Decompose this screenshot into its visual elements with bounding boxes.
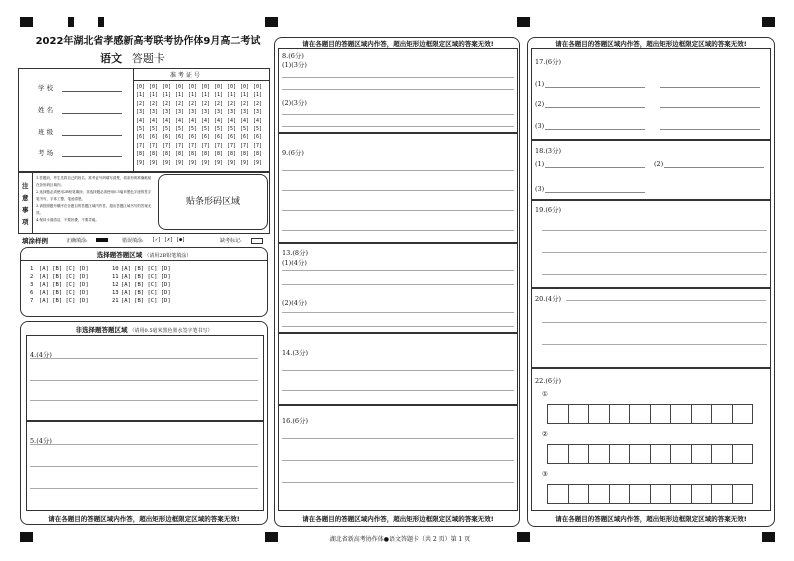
id-digit-bubble[interactable]: [8] — [162, 151, 172, 158]
id-digit-bubble[interactable]: [1] — [175, 92, 185, 99]
id-digit-bubble[interactable]: [4] — [188, 117, 198, 124]
id-digit-bubble[interactable]: [8] — [214, 151, 224, 158]
choice-option-bubbles[interactable]: [A] [B] [C] [D] — [39, 274, 89, 280]
id-digit-bubble[interactable]: [1] — [253, 92, 263, 99]
subquestion-label: ① — [542, 390, 548, 398]
id-digit-bubble[interactable]: [5] — [240, 126, 250, 132]
character-cell[interactable] — [691, 404, 713, 424]
character-cell[interactable] — [732, 444, 754, 464]
id-digit-bubble[interactable]: [6] — [188, 134, 198, 141]
character-cell[interactable] — [732, 484, 754, 504]
id-digit-bubble[interactable]: [4] — [175, 117, 185, 124]
wrong-fill-sample: [✓] [✗] [●] — [152, 237, 186, 243]
id-digit-bubble[interactable]: [6] — [240, 134, 250, 141]
card-name: 答题卡 — [131, 52, 165, 65]
question-label: 20.(4分) — [535, 295, 562, 303]
id-digit-bubble[interactable]: [7] — [136, 142, 146, 149]
id-digit-bubble[interactable]: [0] — [188, 84, 198, 90]
choice-section-header: 选择题答题区域 （请用2B铅笔填涂） — [96, 251, 192, 259]
character-cell[interactable] — [670, 484, 692, 504]
id-digit-bubble[interactable]: [2] — [253, 100, 263, 107]
absent-mark-label: 缺考标记: — [220, 238, 242, 244]
character-cell[interactable] — [650, 484, 672, 504]
boundary-notice: 请在各题目的答题区域内作答，超出矩形边框限定区域的答案无效! — [302, 515, 494, 523]
id-digit-bubble[interactable]: [7] — [214, 142, 224, 149]
question-label: 4.(4分) — [30, 351, 52, 359]
choice-option-bubbles[interactable]: [A] [B] [C] [D] — [39, 282, 89, 288]
choice-option-bubbles[interactable]: [A] [B] [C] [D] — [39, 298, 89, 304]
id-digit-bubble[interactable]: [9] — [188, 159, 198, 166]
id-digit-bubble[interactable]: [9] — [201, 159, 211, 166]
id-digit-bubble[interactable]: [5] — [175, 126, 185, 132]
note-item: 2.选择题必须使用2B铅笔填涂；非选择题必须使用0.5毫米黑色字迹的签字笔书写，字体工整、笔迹清楚。 — [36, 190, 152, 201]
id-digit-bubble[interactable]: [1] — [227, 92, 237, 99]
boundary-notice: 请在各题目的答题区域内作答，超出矩形边框限定区域的答案无效! — [555, 515, 747, 523]
id-digit-bubble[interactable]: [2] — [188, 100, 198, 107]
choice-question-number: 6 — [30, 290, 34, 296]
class-field[interactable] — [62, 135, 122, 136]
id-digit-bubble[interactable]: [3] — [214, 109, 224, 116]
id-digit-bubble[interactable]: [8] — [136, 151, 146, 158]
registration-mark — [20, 17, 33, 27]
character-cell[interactable] — [711, 404, 733, 424]
id-digit-bubble[interactable]: [8] — [149, 151, 159, 158]
id-digit-bubble[interactable]: [0] — [149, 84, 159, 90]
question-label: 5.(4分) — [30, 437, 52, 445]
choice-option-bubbles[interactable]: [A] [B] [C] [D] — [121, 298, 171, 304]
id-digit-bubble[interactable]: [6] — [136, 134, 146, 141]
registration-mark — [98, 17, 104, 27]
question-label: 19.(6分) — [535, 206, 562, 214]
id-digit-bubble[interactable]: [3] — [136, 109, 146, 116]
character-cell[interactable] — [629, 444, 651, 464]
character-cell[interactable] — [609, 484, 631, 504]
nonchoice-section-header: 非选择题答题区域 （请用0.5毫米黑色墨水签字笔书写） — [75, 326, 213, 334]
id-digit-bubble[interactable]: [2] — [136, 100, 146, 107]
id-digit-bubble[interactable]: [5] — [214, 126, 224, 132]
subquestion-label: (3) — [535, 185, 545, 193]
id-digit-bubble[interactable]: [2] — [201, 100, 211, 107]
id-digit-bubble[interactable]: [2] — [227, 100, 237, 107]
answer-box-q17[interactable] — [531, 48, 771, 140]
id-digit-bubble[interactable]: [3] — [253, 109, 263, 116]
id-digit-bubble[interactable]: [1] — [214, 92, 224, 99]
room-label: 考 场 — [38, 149, 54, 157]
subquestion-label: ② — [542, 430, 548, 438]
id-digit-bubble[interactable]: [4] — [240, 117, 250, 124]
id-digit-bubble[interactable]: [0] — [227, 84, 237, 90]
character-cell[interactable] — [588, 444, 610, 464]
exam-title: 2022年湖北省孝感新高考联考协作体9月高二考试 — [35, 36, 261, 47]
id-digit-bubble[interactable]: [2] — [149, 100, 159, 107]
character-cell[interactable] — [691, 444, 713, 464]
id-digit-bubble[interactable]: [3] — [162, 109, 172, 116]
choice-question-number: 21 — [112, 298, 119, 304]
id-digit-bubble[interactable]: [9] — [175, 159, 185, 166]
choice-grid[interactable] — [30, 266, 260, 310]
question-label: 16.(6分) — [282, 417, 309, 425]
id-digit-bubble[interactable]: [5] — [253, 126, 263, 132]
answer-box-q16[interactable] — [278, 405, 518, 511]
id-digit-bubble[interactable]: [1] — [188, 92, 198, 99]
id-digit-bubble[interactable]: [0] — [136, 84, 146, 90]
id-digit-bubble[interactable]: [4] — [149, 117, 159, 124]
character-cell[interactable] — [711, 484, 733, 504]
absent-mark-box[interactable] — [251, 238, 263, 244]
question-label: 22.(6分) — [535, 377, 562, 385]
id-digit-bubble[interactable]: [8] — [227, 151, 237, 158]
id-digit-bubble[interactable]: [9] — [240, 159, 250, 166]
character-cell[interactable] — [568, 484, 590, 504]
id-digit-bubble[interactable]: [5] — [227, 126, 237, 132]
id-digit-bubble[interactable]: [9] — [149, 159, 159, 166]
id-digit-bubble[interactable]: [6] — [253, 134, 263, 141]
character-cell[interactable] — [568, 444, 590, 464]
question-label: 18.(3分) — [535, 147, 562, 155]
boundary-notice: 请在各题目的答题区域内作答，超出矩形边框限定区域的答案无效! — [555, 40, 747, 48]
id-digit-bubble[interactable]: [5] — [201, 126, 211, 132]
id-digit-bubble[interactable]: [0] — [175, 84, 185, 90]
registration-mark — [762, 532, 775, 542]
name-label: 姓 名 — [38, 106, 54, 114]
id-digit-bubble[interactable]: [3] — [175, 109, 185, 116]
id-digit-bubble[interactable]: [5] — [188, 126, 198, 132]
id-digit-bubble[interactable]: [2] — [214, 100, 224, 107]
subquestion-label: ③ — [542, 470, 548, 478]
id-digit-bubble[interactable]: [0] — [253, 84, 263, 90]
registration-mark — [20, 532, 33, 542]
id-digit-bubble[interactable]: [8] — [201, 151, 211, 158]
fill-sample-label: 填涂样例 — [22, 237, 48, 245]
notes-text — [36, 175, 154, 224]
question-label: 9.(6分) — [282, 149, 304, 157]
id-digit-bubble[interactable]: [7] — [149, 142, 159, 149]
id-digit-bubble[interactable]: [6] — [214, 134, 224, 141]
choice-question-number: 3 — [30, 282, 34, 288]
choice-option-bubbles[interactable]: [A] [B] [C] [D] — [121, 290, 171, 296]
id-digit-bubble[interactable]: [1] — [162, 92, 172, 99]
choice-question-number: 10 — [112, 266, 119, 272]
subquestion-label: (2) — [654, 160, 664, 168]
subquestion-label: (3) — [535, 122, 545, 130]
subquestion-label: (1)(3分) — [282, 61, 307, 69]
character-cell[interactable] — [588, 484, 610, 504]
choice-question-number: 11 — [112, 274, 119, 280]
exam-id-grid[interactable] — [136, 84, 268, 170]
id-digit-bubble[interactable]: [3] — [201, 109, 211, 116]
choice-question-number: 7 — [30, 298, 34, 304]
id-digit-bubble[interactable]: [9] — [214, 159, 224, 166]
question-label: 14.(3分) — [282, 349, 309, 357]
id-digit-bubble[interactable]: [6] — [227, 134, 237, 141]
character-cell[interactable] — [650, 404, 672, 424]
id-digit-bubble[interactable]: [9] — [162, 159, 172, 166]
id-digit-bubble[interactable]: [4] — [253, 117, 263, 124]
subject-title — [100, 50, 165, 66]
barcode-label: 贴条形码区域 — [185, 197, 240, 207]
character-cell[interactable] — [588, 404, 610, 424]
page-footer: 湖北省新高考协作体●语文答题卡（共 2 页）第 1 页 — [329, 536, 471, 543]
answer-box-q14[interactable] — [278, 333, 518, 405]
character-cell[interactable] — [568, 404, 590, 424]
id-digit-bubble[interactable]: [0] — [214, 84, 224, 90]
question-label: 17.(6分) — [535, 58, 562, 66]
wrong-fill-label: 错误填涂: — [122, 238, 144, 244]
school-label: 学 校 — [38, 84, 54, 92]
character-grid-3[interactable] — [547, 484, 752, 504]
id-digit-bubble[interactable]: [7] — [227, 142, 237, 149]
id-digit-bubble[interactable]: [8] — [253, 151, 263, 158]
answer-box-q4[interactable] — [26, 335, 264, 421]
choice-question-number: 1 — [30, 266, 34, 272]
id-digit-bubble[interactable]: [2] — [162, 100, 172, 107]
character-cell[interactable] — [650, 444, 672, 464]
id-digit-bubble[interactable]: [1] — [240, 92, 250, 99]
id-digit-bubble[interactable]: [8] — [175, 151, 185, 158]
choice-option-bubbles[interactable]: [A] [B] [C] [D] — [121, 266, 171, 272]
choice-question-number: 2 — [30, 274, 34, 280]
answer-box-q8[interactable] — [278, 48, 518, 133]
id-digit-bubble[interactable]: [1] — [149, 92, 159, 99]
subquestion-label: (1)(4分) — [282, 259, 307, 267]
boundary-notice: 请在各题目的答题区域内作答，超出矩形边框限定区域的答案无效! — [302, 40, 494, 48]
character-cell[interactable] — [691, 484, 713, 504]
id-digit-bubble[interactable]: [0] — [201, 84, 211, 90]
character-cell[interactable] — [547, 404, 569, 424]
character-grid-1[interactable] — [547, 404, 752, 424]
character-cell[interactable] — [629, 484, 651, 504]
registration-mark — [265, 17, 278, 27]
character-cell[interactable] — [711, 444, 733, 464]
id-digit-bubble[interactable]: [6] — [149, 134, 159, 141]
registration-mark — [762, 17, 775, 27]
id-digit-bubble[interactable]: [8] — [240, 151, 250, 158]
id-digit-bubble[interactable]: [7] — [175, 142, 185, 149]
character-cell[interactable] — [609, 444, 631, 464]
correct-fill-sample — [96, 238, 108, 242]
registration-mark — [517, 532, 530, 542]
id-digit-bubble[interactable]: [4] — [136, 117, 146, 124]
school-field[interactable] — [62, 91, 122, 92]
subquestion-label: (2) — [535, 100, 545, 108]
subquestion-label: (2)(3分) — [282, 99, 307, 107]
id-digit-bubble[interactable]: [9] — [227, 159, 237, 166]
registration-mark — [265, 532, 278, 542]
character-cell[interactable] — [629, 404, 651, 424]
choice-option-bubbles[interactable]: [A] [B] [C] [D] — [121, 282, 171, 288]
id-digit-bubble[interactable]: [4] — [214, 117, 224, 124]
id-digit-bubble[interactable]: [3] — [188, 109, 198, 116]
id-digit-bubble[interactable]: [6] — [162, 134, 172, 141]
name-field[interactable] — [62, 113, 122, 114]
character-cell[interactable] — [547, 444, 569, 464]
id-digit-bubble[interactable]: [3] — [227, 109, 237, 116]
id-digit-bubble[interactable]: [0] — [240, 84, 250, 90]
id-digit-bubble[interactable]: [1] — [201, 92, 211, 99]
id-digit-bubble[interactable]: [6] — [201, 134, 211, 141]
choice-option-bubbles[interactable]: [A] [B] [C] [D] — [39, 266, 89, 272]
subquestion-label: (1) — [535, 80, 545, 88]
answer-box-q9[interactable] — [278, 133, 518, 243]
id-digit-bubble[interactable]: [8] — [188, 151, 198, 158]
question-label: 8.(6分) — [282, 52, 304, 60]
id-digit-bubble[interactable]: [9] — [253, 159, 263, 166]
subject-name: 语文 — [100, 52, 122, 65]
id-digit-bubble[interactable]: [7] — [240, 142, 250, 149]
class-label: 班 级 — [38, 128, 54, 136]
id-digit-bubble[interactable]: [1] — [136, 92, 146, 99]
id-digit-bubble[interactable]: [6] — [175, 134, 185, 141]
character-cell[interactable] — [547, 484, 569, 504]
id-digit-bubble[interactable]: [4] — [162, 117, 172, 124]
character-cell[interactable] — [670, 444, 692, 464]
choice-option-bubbles[interactable]: [A] [B] [C] [D] — [121, 274, 171, 280]
correct-fill-label: 正确填涂: — [66, 238, 88, 244]
subquestion-label: (1) — [535, 160, 545, 168]
boundary-notice: 请在各题目的答题区域内作答，超出矩形边框限定区域的答案无效! — [48, 515, 240, 523]
note-item: 4.保持卡面清洁，不要折叠、不要弄破。 — [36, 218, 99, 222]
id-digit-bubble[interactable]: [7] — [253, 142, 263, 149]
character-cell[interactable] — [609, 404, 631, 424]
character-cell[interactable] — [670, 404, 692, 424]
registration-mark — [68, 17, 74, 27]
registration-mark — [517, 17, 530, 27]
id-digit-bubble[interactable]: [5] — [136, 126, 146, 132]
id-digit-bubble[interactable]: [0] — [162, 84, 172, 90]
notes-label: 注 意 事 项 — [22, 182, 29, 226]
character-grid-2[interactable] — [547, 444, 752, 464]
id-digit-bubble[interactable]: [2] — [240, 100, 250, 107]
room-field[interactable] — [62, 156, 122, 157]
id-digit-bubble[interactable]: [4] — [227, 117, 237, 124]
note-item: 3.请按照题号顺序在各题目的答题区域内作答，超出答题区域书写的答案无效。 — [36, 204, 152, 215]
note-item: 1.答题前，考生先将自己的姓名、准考证号码填写清楚，将条形码准确粘贴在条形码区域内。 — [36, 176, 152, 187]
id-digit-bubble[interactable]: [9] — [136, 159, 146, 166]
answer-box-q18[interactable] — [531, 140, 771, 200]
question-label: 13.(8分) — [282, 249, 309, 257]
id-digit-bubble[interactable]: [3] — [240, 109, 250, 116]
character-cell[interactable] — [732, 404, 754, 424]
choice-question-number: 13 — [112, 290, 119, 296]
subquestion-label: (2)(4分) — [282, 299, 307, 307]
choice-option-bubbles[interactable]: [A] [B] [C] [D] — [39, 290, 89, 296]
exam-id-label: 准 考 证 号 — [170, 72, 200, 79]
id-digit-bubble[interactable]: [2] — [175, 100, 185, 107]
id-digit-bubble[interactable]: [5] — [162, 126, 172, 132]
id-digit-bubble[interactable]: [3] — [149, 109, 159, 116]
id-digit-bubble[interactable]: [7] — [188, 142, 198, 149]
choice-question-number: 12 — [112, 282, 119, 288]
answer-box-q13[interactable] — [278, 243, 518, 333]
id-digit-bubble[interactable]: [7] — [162, 142, 172, 149]
id-digit-bubble[interactable]: [4] — [201, 117, 211, 124]
id-digit-bubble[interactable]: [5] — [149, 126, 159, 132]
id-digit-bubble[interactable]: [7] — [201, 142, 211, 149]
